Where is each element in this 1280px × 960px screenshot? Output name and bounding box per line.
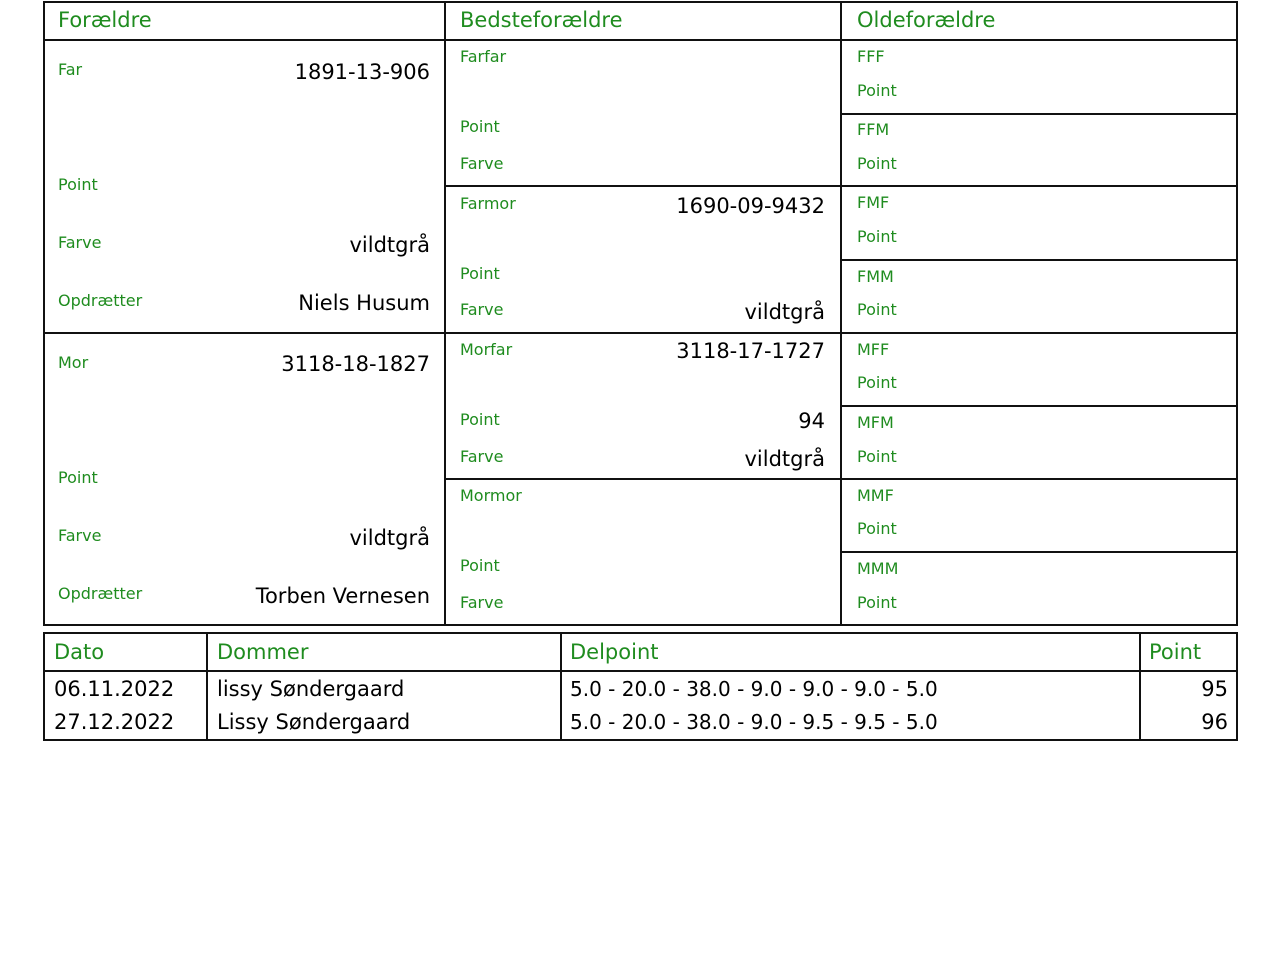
great-ffm-point-label: Point [857, 154, 897, 173]
great-mmm-label: MMM [857, 559, 899, 578]
great-mmf-label: MMF [857, 486, 894, 505]
far-id: 1891-13-906 [294, 60, 430, 84]
mor-label: Mor [58, 353, 89, 372]
col-header-point: Point [1149, 640, 1202, 664]
morfar-id: 3118-17-1727 [676, 339, 825, 363]
far-farve-label: Farve [58, 233, 102, 252]
great-fff-point-label: Point [857, 81, 897, 100]
far-breeder-label: Opdrætter [58, 291, 143, 310]
row-divider [840, 478, 1238, 480]
row-point: 95 [1201, 677, 1228, 701]
header-divider [43, 39, 1238, 41]
judging-header-divider [43, 670, 1238, 672]
judging-column-divider [206, 632, 208, 741]
great-fmf-label: FMF [857, 193, 890, 212]
row-dommer: Lissy Søndergaard [217, 710, 411, 734]
far-breeder: Niels Husum [298, 291, 430, 315]
great-mff-point-label: Point [857, 373, 897, 392]
great-mfm-label: MFM [857, 413, 894, 432]
col-header-dommer: Dommer [217, 640, 309, 664]
mor-breeder-label: Opdrætter [58, 584, 143, 603]
col-header-dato: Dato [54, 640, 105, 664]
row-delpoint: 5.0 - 20.0 - 38.0 - 9.0 - 9.0 - 9.0 - 5.0 [570, 677, 938, 701]
col-header-delpoint: Delpoint [570, 640, 659, 664]
great-fmm-point-label: Point [857, 300, 897, 319]
farmor-farve: vildtgrå [744, 300, 825, 324]
mor-id: 3118-18-1827 [281, 352, 430, 376]
farfar-label: Farfar [460, 47, 507, 66]
mor-breeder: Torben Vernesen [255, 584, 430, 608]
row-divider [840, 113, 1238, 115]
farmor-id: 1690-09-9432 [676, 194, 825, 218]
morfar-label: Morfar [460, 340, 513, 359]
farfar-farve-label: Farve [460, 154, 504, 173]
great-ffm-label: FFM [857, 120, 890, 139]
mor-farve: vildtgrå [349, 526, 430, 550]
farfar-point-label: Point [460, 117, 500, 136]
row-dommer: lissy Søndergaard [217, 677, 405, 701]
column-divider [444, 1, 446, 626]
row-dato: 27.12.2022 [54, 710, 175, 734]
row-divider [444, 478, 840, 480]
great-fmf-point-label: Point [857, 227, 897, 246]
row-delpoint: 5.0 - 20.0 - 38.0 - 9.0 - 9.5 - 9.5 - 5.0 [570, 710, 938, 734]
row-divider [840, 405, 1238, 407]
great-mmm-point-label: Point [857, 593, 897, 612]
mormor-label: Mormor [460, 486, 522, 505]
morfar-farve-label: Farve [460, 447, 504, 466]
row-dato: 06.11.2022 [54, 677, 175, 701]
far-farve: vildtgrå [349, 233, 430, 257]
morfar-point-label: Point [460, 410, 500, 429]
mormor-farve-label: Farve [460, 593, 504, 612]
mormor-point-label: Point [460, 556, 500, 575]
far-point-label: Point [58, 175, 98, 194]
great-mfm-point-label: Point [857, 447, 897, 466]
far-label: Far [58, 60, 83, 79]
row-divider [840, 332, 1238, 334]
column-divider [840, 1, 842, 626]
row-divider [840, 259, 1238, 261]
great-mmf-point-label: Point [857, 519, 897, 538]
row-divider [840, 551, 1238, 553]
row-divider [444, 332, 840, 334]
morfar-point: 94 [798, 409, 825, 433]
row-divider [43, 332, 444, 334]
mor-farve-label: Farve [58, 526, 102, 545]
header-great-grandparents: Oldeforældre [857, 8, 996, 32]
farmor-farve-label: Farve [460, 300, 504, 319]
morfar-farve: vildtgrå [744, 447, 825, 471]
row-divider [840, 185, 1238, 187]
header-grandparents: Bedsteforældre [460, 8, 623, 32]
great-fff-label: FFF [857, 47, 885, 66]
judging-column-divider [1139, 632, 1141, 741]
great-fmm-label: FMM [857, 267, 894, 286]
judging-column-divider [560, 632, 562, 741]
farmor-point-label: Point [460, 264, 500, 283]
mor-point-label: Point [58, 468, 98, 487]
row-point: 96 [1201, 710, 1228, 734]
great-mff-label: MFF [857, 340, 890, 359]
header-parents: Forældre [58, 8, 152, 32]
row-divider [444, 185, 840, 187]
pedigree-table [43, 1, 1238, 626]
farmor-label: Farmor [460, 194, 516, 213]
